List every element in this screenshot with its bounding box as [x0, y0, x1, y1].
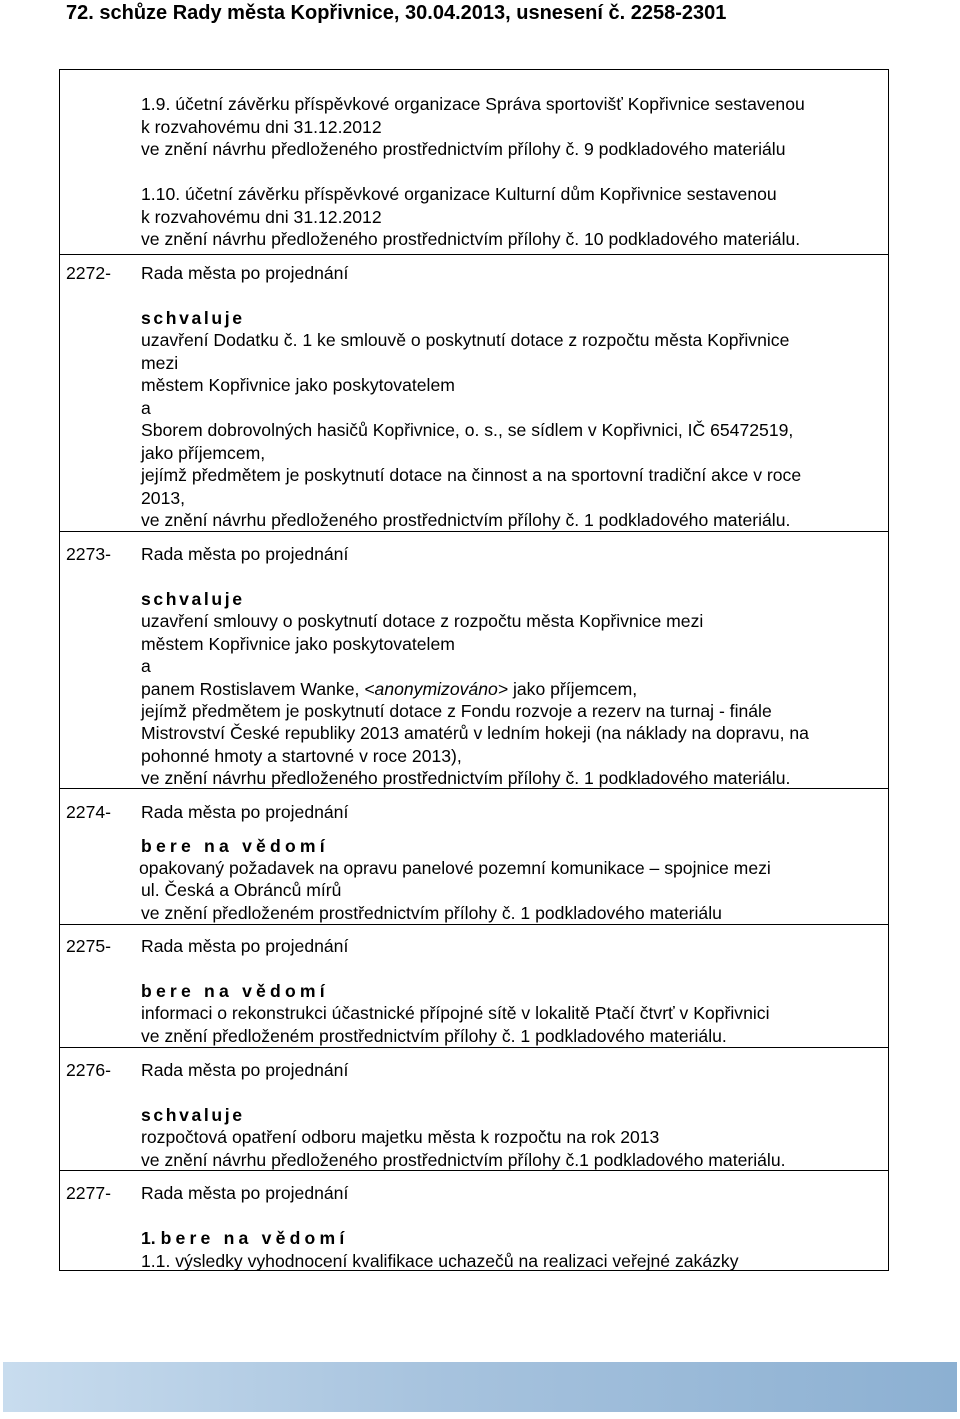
- resolution-keyword: bere na vědomí: [141, 981, 329, 1001]
- recipient-role: jako příjemcem,: [508, 679, 638, 699]
- resolution-text-line: 1.10. účetní závěrku příspěvkové organizace Kulturní dům Kopřivnice sestavenou: [141, 184, 777, 204]
- resolution-text-line: ve znění návrhu předloženého prostřednictvím přílohy č. 1 podkladového materiálu.: [141, 510, 791, 530]
- resolution-text-line: ve znění předloženém prostřednictvím přílohy č. 1 podkladového materiálu.: [141, 1026, 727, 1046]
- resolution-keyword: [141, 1227, 348, 1249]
- resolution-text-line: uzavření smlouvy o poskytnutí dotace z rozpočtu města Kopřivnice mezi: [141, 611, 704, 631]
- resolution-text-line: 2013,: [141, 488, 186, 508]
- resolution-text-line: ul. Česká a Obránců mírů: [141, 880, 342, 900]
- resolution-text-line: a: [141, 398, 151, 418]
- resolution-text-line: 1.1. výsledky vyhodnocení kvalifikace uchazečů na realizaci veřejné zakázky: [141, 1251, 739, 1271]
- resolution-text-line: opakovaný požadavek na opravu panelové pozemní komunikace – spojnice mezi: [139, 858, 771, 878]
- resolution-text-line: jejímž předmětem je poskytnutí dotace z Fondu rozvoje a rezerv na turnaj - finále: [141, 701, 772, 721]
- resolution-text-line: [141, 678, 637, 700]
- resolution-number: 2276-: [66, 1060, 111, 1080]
- resolution-text-line: jejímž předmětem je poskytnutí dotace na činnost a na sportovní tradiční akce v roce: [141, 465, 802, 485]
- resolution-intro: Rada města po projednání: [141, 1183, 349, 1203]
- resolution-text-line: Sborem dobrovolných hasičů Kopřivnice, o. s., se sídlem v Kopřivnici, IČ 65472519,: [141, 420, 794, 440]
- resolution-number: 2272-: [66, 263, 111, 283]
- resolution-text-line: městem Kopřivnice jako poskytovatelem: [141, 634, 455, 654]
- row-divider: [59, 924, 889, 925]
- resolution-intro: Rada města po projednání: [141, 1060, 349, 1080]
- resolution-text-line: mezi: [141, 353, 179, 373]
- row-divider: [59, 1047, 889, 1048]
- resolution-text-line: ve znění předloženém prostřednictvím přílohy č. 1 podkladového materiálu: [141, 903, 722, 923]
- resolution-keyword: schvaluje: [141, 1105, 245, 1125]
- resolution-text-line: k rozvahovému dni 31.12.2012: [141, 207, 382, 227]
- resolution-text-line: rozpočtová opatření odboru majetku města k rozpočtu na rok 2013: [141, 1127, 660, 1147]
- resolution-intro: Rada města po projednání: [141, 802, 349, 822]
- resolution-keyword: schvaluje: [141, 589, 245, 609]
- footer-bar: [3, 1362, 957, 1412]
- resolution-intro: Rada města po projednání: [141, 544, 349, 564]
- resolution-intro: Rada města po projednání: [141, 263, 349, 283]
- resolution-intro: Rada města po projednání: [141, 936, 349, 956]
- resolution-text-line: městem Kopřivnice jako poskytovatelem: [141, 375, 455, 395]
- resolution-text-line: Mistrovství České republiky 2013 amatérů v ledním hokeji (na náklady na dopravu, na: [141, 723, 809, 743]
- resolution-text-line: uzavření Dodatku č. 1 ke smlouvě o poskytnutí dotace z rozpočtu města Kopřivnice: [141, 330, 790, 350]
- resolution-text-line: ve znění návrhu předloženého prostřednictvím přílohy č. 1 podkladového materiálu.: [141, 768, 791, 788]
- page-title: 72. schůze Rady města Kopřivnice, 30.04.2013, usnesení č. 2258-2301: [66, 2, 727, 24]
- resolution-text-line: pohonné hmoty a startovné v roce 2013),: [141, 746, 462, 766]
- item-number: 1.: [141, 1228, 161, 1248]
- recipient-name: panem Rostislavem Wanke,: [141, 679, 365, 699]
- resolution-number: 2277-: [66, 1183, 111, 1203]
- resolution-text-line: k rozvahovému dni 31.12.2012: [141, 117, 382, 137]
- resolution-text-line: ve znění návrhu předloženého prostřednictvím přílohy č.1 podkladového materiálu.: [141, 1150, 786, 1170]
- resolution-keyword: schvaluje: [141, 308, 245, 328]
- resolution-keyword: bere na vědomí: [141, 836, 329, 856]
- resolution-text-line: jako příjemcem,: [141, 443, 266, 463]
- resolution-text-line: ve znění návrhu předloženého prostřednictvím přílohy č. 9 podkladového materiálu: [141, 139, 786, 159]
- resolution-text-line: ve znění návrhu předloženého prostřednictvím přílohy č. 10 podkladového materiálu.: [141, 229, 801, 249]
- resolution-text-line: informaci o rekonstrukci účastnické přípojné sítě v lokalitě Ptačí čtvrť v Kopřivnici: [141, 1003, 770, 1023]
- anonymized-marker: <anonymizováno>: [364, 679, 509, 699]
- keyword-text: bere na vědomí: [160, 1228, 349, 1248]
- row-divider: [59, 531, 889, 532]
- resolution-number: 2274-: [66, 802, 111, 822]
- resolution-text-line: a: [141, 656, 151, 676]
- resolution-text-line: 1.9. účetní závěrku příspěvkové organizace Správa sportovišť Kopřivnice sestavenou: [141, 94, 805, 114]
- resolution-number: 2275-: [66, 936, 111, 956]
- resolution-number: 2273-: [66, 544, 111, 564]
- row-divider: [59, 254, 889, 255]
